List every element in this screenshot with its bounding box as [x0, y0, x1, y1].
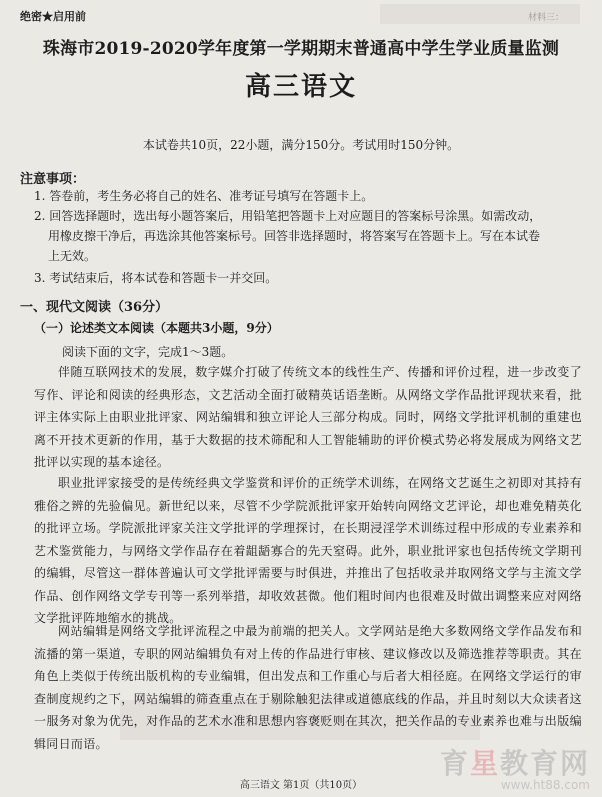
watermark-url: www.ht88.com: [500, 778, 590, 792]
reading-instruction: 阅读下面的文字，完成1～3题。: [62, 345, 234, 359]
secret-label: 绝密★启用前: [20, 10, 86, 23]
watermark-logo: [440, 742, 590, 782]
note-line: 上无效。: [48, 249, 97, 263]
watermark-text: 星: [469, 747, 500, 780]
watermark-text: 教育网: [499, 747, 590, 780]
notes-heading: 注意事项：: [20, 172, 86, 187]
note-line: 1. 答卷前，考生务必将自己的姓名、准考证号填写在答题卡上。: [34, 189, 374, 203]
reading-paragraph: 职业批评家接受的是传统经典文学鉴赏和评价的正统学术训练，在网络文艺诞生之初即对其持有雅俗之辨的先验偏见。新世纪以来，尽管不少学院派批评家开始转向网络文艺评论，却也难免精英化的批评立场。学院派批评家关注文学批评的学理探讨，在长期浸淫学术训练过程中形成的专业素养和艺术鉴赏能力，与网络文学作品存在着龃龉寡合的先天窒碍。此外，职业批评家也包括传统文学期刊的编辑，尽管这一群体普遍认可文学批评需要与时俱进，并推出了包括收录并取网络文学与主流文学作品、创作网络文学专刊等一系列举措，却收效甚微。他们粗时间内也很难及时做出调整来应对网络文学批评阵地缩水的挑战。: [34, 476, 582, 625]
note-line: 用橡皮擦干净后，再选涂其他答案标号。回答非选择题时，将答案写在答题卡上。写在本试卷: [48, 229, 541, 243]
subsection-title: （一）论述类文本阅读（本题共3小题，9分）: [34, 321, 279, 335]
reading-paragraph: 网站编辑是网络文学批评流程之中最为前端的把关人。文学网站是绝大多数网络文学作品发布和流播的第一渠道，专职的网站编辑负有对上传的作品进行审核、建议修改以及筛选推荐等职责。其在角色上类似于传统出版机构的专业编辑，但出发点和工作重心与后者大相径庭。在网络文学运行的审查制度规约之下，网站编辑的筛查重点在于剔除触犯法律或道德底线的作品，并且时刻以大众读者这一服务对象为优先，对作品的艺术水准和思想内容褒贬则在其次，把关作品的专业素养也难与出版编辑同日而语。: [34, 624, 582, 751]
page-footer: 高三语文 第1页（共10页）: [239, 780, 363, 791]
bleed-through-mark: 材料三：: [527, 13, 564, 23]
exam-info: 本试卷共10页，22小题，满分150分。考试用时150分钟。: [142, 138, 460, 152]
note-line: 3. 考试结束后，将本试卷和答题卡一并交回。: [34, 271, 278, 285]
subject-title: 高三语文: [244, 72, 357, 102]
exam-title: 珠海市2019-2020学年度第一学期期末普通高中学生学业质量监测: [42, 39, 560, 59]
watermark-text: 育: [439, 747, 470, 780]
section-title: 一、现代文阅读（36分）: [20, 300, 169, 315]
note-line: 2. 回答选择题时，选出每小题答案后，用铅笔把答题卡上对应题目的答案标号涂黑。如需改动，: [34, 209, 542, 223]
reading-paragraph: 伴随互联网技术的发展，数字媒介打破了传统文本的线性生产、传播和评价过程，进一步改变了写作、评论和阅读的经典形态，文艺活动全面打破精英话语垄断。从网络文学作品批评现状来看，批评主体实际上由职业批评家、网站编辑和独立评论人三部分构成。同时，网络文学批评机制的重建也离不开技术更新的作用，基于大数据的技术筛配和人工智能辅助的评价模式势必将发展成为网络文艺批评以实现的基本途径。: [34, 365, 582, 469]
